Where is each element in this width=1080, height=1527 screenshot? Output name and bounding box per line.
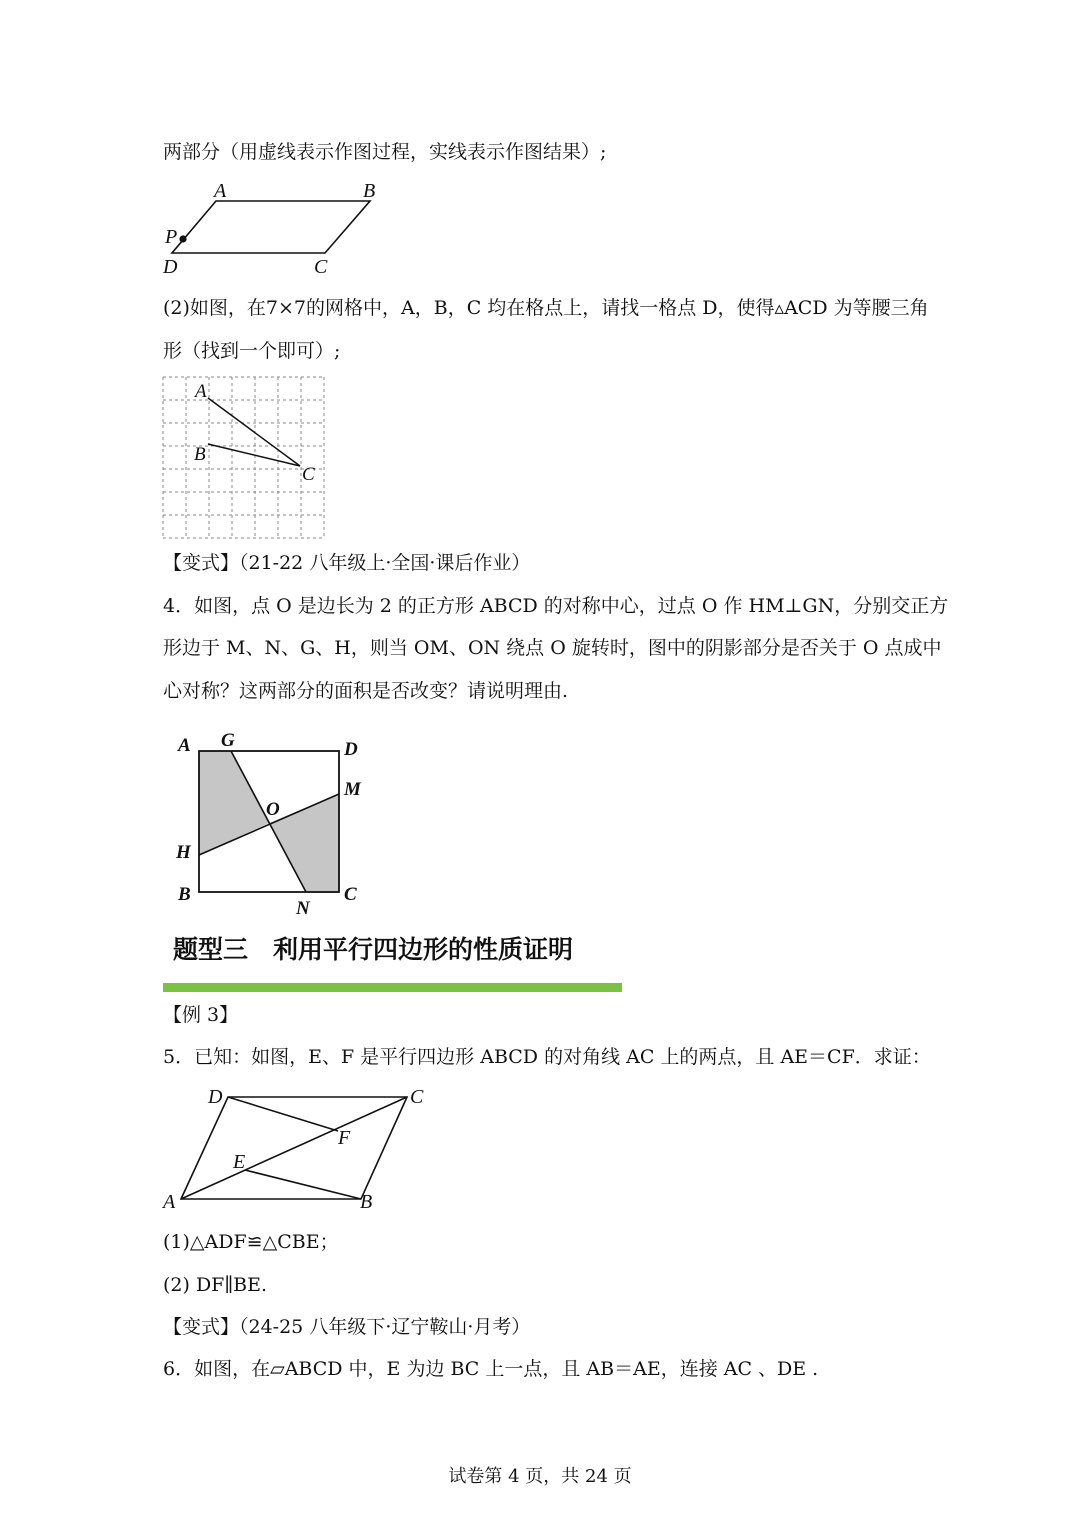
q5-text: 5．已知：如图，E、F 是平行四边形 ABCD 的对角线 AC 上的两点，且 AE＝CF．求证： [163, 1046, 931, 1068]
label-p: P [165, 226, 178, 248]
para-label-d: D [208, 1086, 223, 1108]
square-figure [170, 728, 370, 923]
square-label-d: D [344, 739, 358, 760]
q5-part1: (1)△ADF≌△CBE； [163, 1231, 339, 1253]
para-label-b: B [360, 1191, 373, 1213]
square-label-b: B [178, 884, 191, 905]
square-label-c: C [344, 884, 357, 905]
section-title: 题型三 利用平行四边形的性质证明 [173, 935, 574, 964]
label-b: B [363, 180, 376, 202]
segment-be [245, 1170, 361, 1199]
square-label-a: A [178, 735, 191, 756]
diagonal-ac [181, 1097, 407, 1199]
example-label: 【例 3】 [163, 1004, 239, 1026]
para-label-e: E [233, 1151, 246, 1173]
point-p [179, 235, 186, 242]
q3-part2-line1: (2)如图，在7×7的网格中，A，B，C 均在格点上，请找一格点 D，使得▵ACD 为等腰三角 [163, 297, 929, 319]
para-label-a: A [163, 1191, 176, 1213]
label-a: A [214, 180, 227, 202]
grid-label-a: A [195, 381, 207, 402]
section-underline [163, 983, 622, 992]
parallelogram-figure-2 [160, 1082, 435, 1214]
square-label-g: G [221, 730, 235, 751]
para-label-f: F [338, 1127, 351, 1149]
q4-line1: 4．如图，点 O 是边长为 2 的正方形 ABCD 的对称中心，过点 O 作 HM⊥GN，分别交正方 [163, 595, 949, 617]
q3-part2-line2: 形（找到一个即可）; [163, 340, 341, 362]
q5-part2: (2) DF∥BE. [163, 1274, 268, 1296]
variant-label-1: 【变式】（21-22 八年级上·全国·课后作业） [163, 552, 531, 574]
parallelogram-figure-1 [160, 178, 390, 278]
square-label-o: O [266, 799, 280, 820]
grid-label-b: B [194, 444, 206, 465]
q3-part1-text: 两部分（用虚线表示作图过程，实线表示作图结果）; [163, 141, 607, 163]
grid-lines [163, 377, 324, 538]
page-footer: 试卷第 4 页，共 24 页 [448, 1466, 632, 1487]
q6-text: 6．如图，在▱ABCD 中，E 为边 BC 上一点，且 AB＝AE，连接 AC 、DE . [163, 1358, 819, 1380]
parallelogram-outline [172, 201, 370, 253]
grid-figure [162, 376, 327, 538]
segment-ac [208, 398, 300, 466]
label-c: C [314, 256, 328, 278]
q4-line2: 形边于 M、N、G、H，则当 OM、ON 绕点 O 旋转时，图中的阴影部分是否关于 O 点成中 [163, 637, 942, 659]
label-d: D [163, 256, 178, 278]
para-label-c: C [410, 1086, 424, 1108]
square-label-n: N [296, 898, 310, 919]
variant-label-2: 【变式】（24-25 八年级下·辽宁鞍山·月考） [163, 1316, 531, 1338]
grid-label-c: C [302, 464, 315, 485]
square-label-h: H [176, 842, 191, 863]
square-label-m: M [344, 779, 361, 800]
q4-line3: 心对称？这两部分的面积是否改变？请说明理由. [163, 680, 569, 702]
segment-df [228, 1097, 338, 1131]
